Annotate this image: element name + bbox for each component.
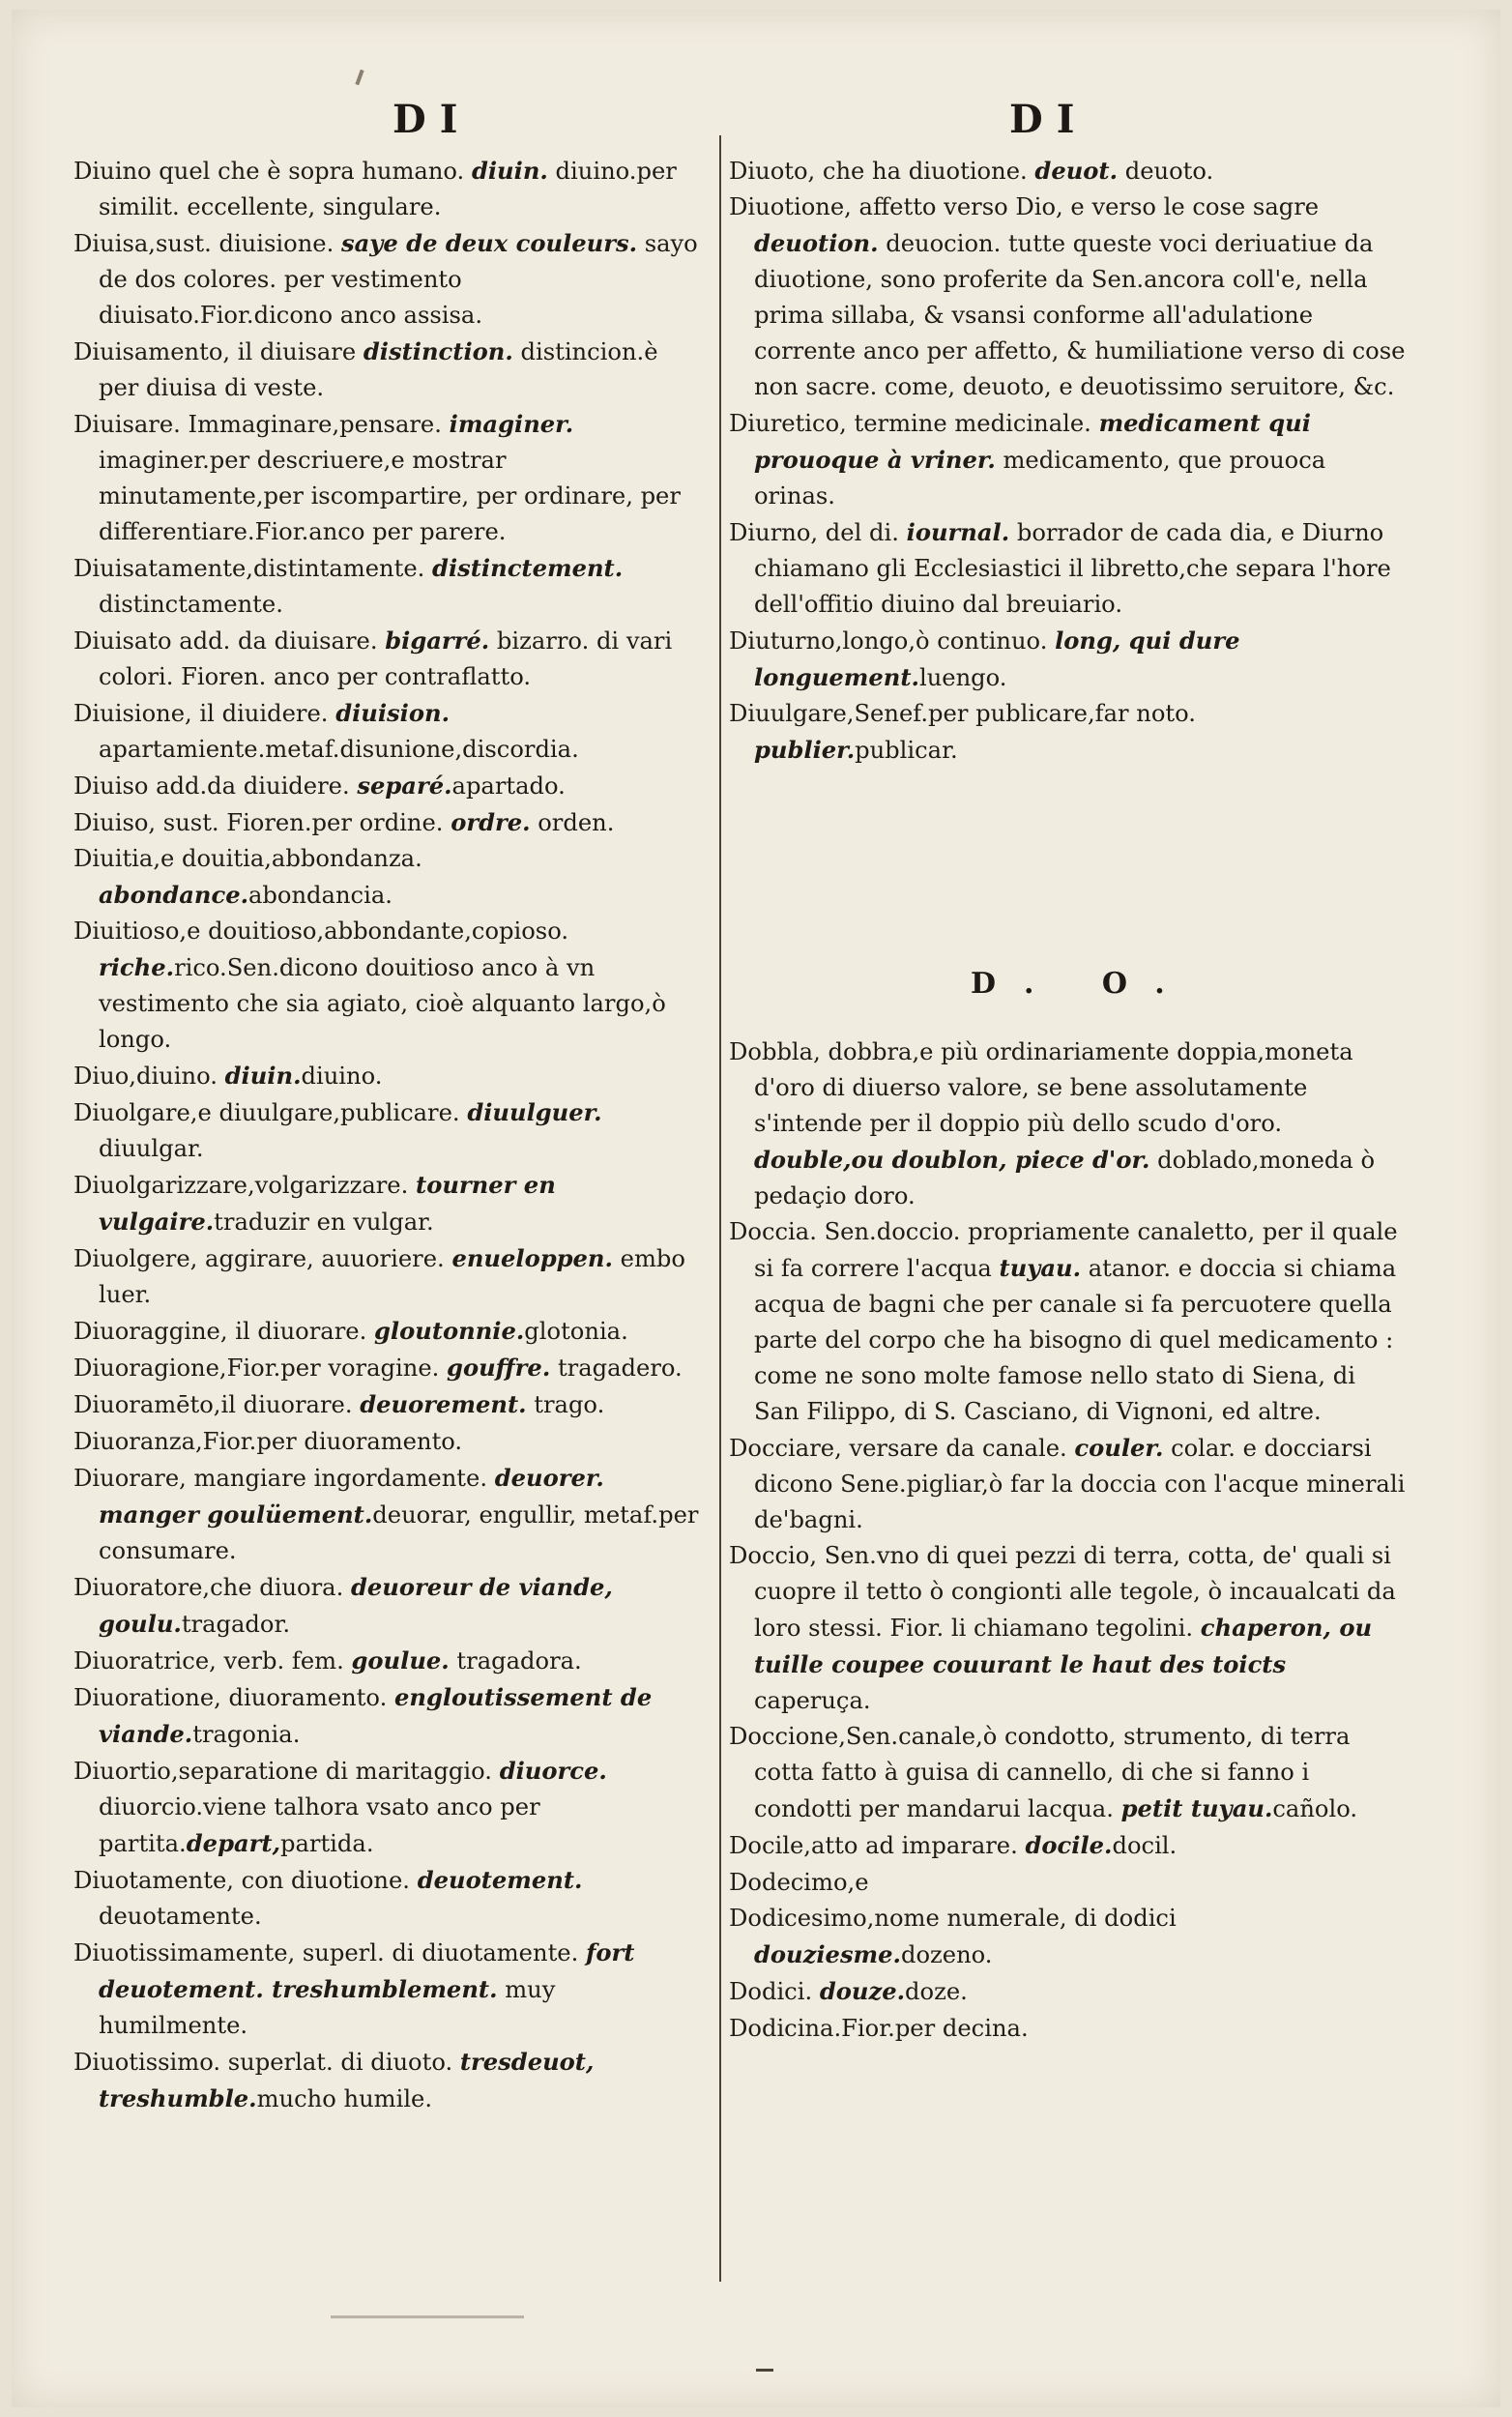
entry-headword: Diuoragione,Fior.per voragine. [73,1354,440,1382]
entry-gloss: diuino. [301,1063,383,1090]
entry-french: enueloppen. [451,1244,613,1272]
entry-headword: Diuretico, termine medicinale. [729,410,1091,437]
right-entry-list-top [729,153,1406,769]
entry-headword: Diuisare. Immaginare,pensare. [73,411,442,438]
dictionary-entry [73,1643,702,1679]
column-rule [719,135,721,2282]
entry-gloss: diuulgar. [99,1135,204,1162]
entry-french: deuoreur de viande, goulu. [99,1573,613,1638]
entry-headword: Diuulgare,Senef.per publicare,far noto. [729,700,1196,727]
dictionary-entry [729,1430,1406,1538]
entry-headword: Docciare, versare da canale. [729,1435,1067,1462]
dictionary-entry [729,514,1406,623]
entry-gloss: tragador. [181,1611,291,1638]
entry-french: depart, [186,1829,280,1857]
left-running-head: DI [393,97,472,142]
entry-french: deuotion. [754,229,879,257]
entry-headword: Diuisa,sust. diuisione. [73,230,334,257]
entry-french: tourner en vulgaire. [99,1171,556,1236]
entry-gloss: partida. [280,1830,374,1857]
entry-french: medicament qui prouoque à vriner. [754,409,1311,474]
dictionary-entry [73,1460,702,1569]
dictionary-entry [73,1423,702,1460]
dictionary-entry [73,1350,702,1386]
entry-french: riche. [99,953,175,981]
entry-french: tuyau. [999,1254,1082,1282]
entry-gloss: distincion.è per diuisa di veste. [99,338,658,401]
print-mark [355,70,363,85]
dictionary-page [12,10,1500,2407]
entry-gloss: colar. e docciarsi dicono Sene.pigliar,ò far la doccia con l'acque minerali de'bagni. [754,1435,1406,1533]
entry-headword: Diuotissimamente, superl. di diuotamente. [73,1939,579,1966]
entry-gloss: diuorcio.viene talhora vsato anco per partita. [99,1793,540,1857]
entry-gloss: doblado,moneda ò pedaçio doro. [754,1147,1376,1209]
entry-headword: Diuisione, il diuidere. [73,700,329,727]
section-heading-do: D. O. [971,967,1194,1001]
dictionary-entry [73,768,702,804]
dictionary-entry [729,405,1406,514]
dictionary-entry [73,334,702,406]
entry-french: ordre. [451,808,531,836]
entry-headword: Dodecimo,e [729,1869,869,1896]
dictionary-entry [729,1719,1406,1827]
entry-french: petit tuyau. [1120,1794,1273,1822]
dictionary-entry [73,406,702,550]
entry-gloss: diuino.per similit. eccellente, singulare. [99,158,677,220]
dictionary-entry [729,1034,1406,1214]
entry-french: saye de deux couleurs. [341,229,637,257]
entry-french: bigarré. [385,626,490,655]
entry-headword: Diuoratrice, verb. fem. [73,1647,344,1674]
entry-gloss: apartado. [451,772,566,800]
dictionary-entry [729,696,1406,769]
dictionary-entry [73,695,702,768]
dictionary-entry [73,804,702,841]
entry-french: deuot. [1034,157,1119,185]
dictionary-entry [729,623,1406,696]
entry-french: double,ou doublon, piece d'or. [754,1146,1150,1174]
entry-gloss: caperuça. [754,1687,871,1714]
entry-french: diuin. [224,1062,302,1090]
entry-french: distinction. [363,337,513,365]
entry-gloss: distinctamente. [99,591,283,618]
entry-gloss: cañolo. [1272,1795,1358,1822]
entry-french: separé. [357,772,452,800]
entry-gloss: publicar. [855,737,958,764]
dictionary-entry [729,1827,1406,1864]
entry-headword: Diuiso, sust. Fioren.per ordine. [73,809,444,836]
entry-headword: Diuisato add. da diuisare. [73,627,378,655]
right-running-head: DI [1009,97,1089,142]
entry-gloss: tragadora. [449,1647,582,1674]
entry-gloss: tragadero. [550,1354,683,1382]
entry-headword: Diuo,diuino. [73,1063,218,1090]
entry-french: goulue. [351,1646,450,1674]
entry-gloss: bizarro. di vari colori. Fioren. anco per contraflatto. [99,627,673,690]
entry-gloss: sayo de dos colores. per vestimento diuisato.Fior.dicono anco assisa. [99,230,698,329]
entry-headword: Diuolgarizzare,volgarizzare. [73,1172,409,1199]
entry-headword: Diuotissimo. superlat. di diuoto. [73,2049,453,2076]
dictionary-entry [729,1864,1406,1901]
entry-french: deuotement. [417,1866,583,1894]
entry-french: publier. [754,736,856,764]
dictionary-entry [73,1569,702,1643]
entry-headword: Diuitia,e douitia,abbondanza. [73,845,422,872]
entry-french: imaginer. [449,410,574,438]
entry-french: gloutonnie. [374,1317,525,1345]
entry-gloss: deuocion. tutte queste voci deriuatiue da diuotione, sono proferite da Sen.ancora coll'e, nella prima sillaba, & vsansi conforme all'adulatione corrente anco per affetto, & humiliatione verso di cose non sacre. come, deuoto, e deuotissimo seruitore, &c. [754,230,1406,400]
entry-headword: Diuolgare,e diuulgare,publicare. [73,1099,460,1126]
entry-french: fort deuotement. treshumblement. [99,1938,635,2003]
entry-headword: Docile,atto ad imparare. [729,1832,1018,1859]
entry-gloss: glotonia. [524,1318,628,1345]
dictionary-entry [73,153,702,225]
entry-french: couler. [1074,1434,1164,1462]
right-entry-list-bottom [729,1034,1406,2047]
entry-headword: Diuotamente, con diuotione. [73,1867,410,1894]
entry-french: diuulguer. [467,1098,602,1126]
entry-gloss: traduzir en vulgar. [214,1208,434,1236]
entry-gloss: doze. [905,1978,968,2005]
entry-gloss: docil. [1112,1832,1178,1859]
entry-gloss: deuorar, engullir, metaf.per consumare. [99,1501,699,1564]
entry-headword: Diuolgere, aggirare, auuoriere. [73,1245,445,1272]
entry-gloss: deuoto. [1118,158,1214,185]
dictionary-entry [73,225,702,334]
entry-headword: Diuotione, affetto verso Dio, e verso le cose sagre [729,193,1320,220]
entry-french: docile. [1025,1831,1113,1859]
entry-french: long, qui dure longuement. [754,626,1240,691]
dictionary-entry [729,1214,1406,1430]
entry-headword: Doccione,Sen.canale,ò condotto, strumento, di terra cotta fatto à guisa di cannello, di che si fanno i condotti per mandarui lacqua. [729,1723,1351,1822]
dictionary-entry [73,841,702,914]
dictionary-entry [73,1313,702,1350]
dictionary-entry [73,914,702,1058]
left-entry-list [73,153,702,2117]
entry-gloss: dozeno. [900,1941,993,1968]
entry-headword: Diuoramēto,il diuorare. [73,1391,353,1418]
entry-french: iournal. [906,518,1010,546]
entry-french: douziesme. [754,1940,901,1968]
entry-french: tresdeuot, treshumble. [99,2048,595,2112]
dictionary-entry [729,189,1406,405]
entry-headword: Diuisamento, il diuisare [73,338,357,365]
dictionary-entry [73,623,702,695]
dictionary-entry [73,550,702,623]
dictionary-entry [73,1240,702,1313]
dictionary-entry [73,2044,702,2117]
dictionary-entry [73,1753,702,1862]
entry-headword: Diuoto, che ha diuotione. [729,158,1028,185]
entry-french: douze. [819,1977,906,2005]
entry-gloss: rico.Sen.dicono douitioso anco à vn vestimento che sia agiato, cioè alquanto largo,ò longo. [99,954,666,1053]
entry-headword: Diuoratore,che diuora. [73,1574,344,1601]
entry-headword: Dodici. [729,1978,813,2005]
entry-french: deuorement. [360,1390,527,1418]
entry-gloss: deuotamente. [99,1903,262,1930]
entry-french: gouffre. [447,1354,551,1382]
entry-headword: Diuoratione, diuoramento. [73,1684,388,1711]
entry-gloss: trago. [526,1391,605,1418]
page-mark [756,2369,773,2372]
dictionary-entry [73,1386,702,1423]
entry-gloss: abondancia. [248,882,393,909]
entry-french: distinctement. [432,554,624,582]
entry-gloss: borrador de cada dia, e Diurno chiamano gli Ecclesiastici il libretto,che separa l'hore dell'offitio diuino dal breuiario. [754,519,1391,618]
entry-headword: Diuino quel che è sopra humano. [73,158,465,185]
dictionary-entry [73,1167,702,1240]
dictionary-entry [73,1862,702,1935]
dictionary-entry [729,153,1406,189]
entry-headword: Diuorare, mangiare ingordamente. [73,1465,488,1492]
dictionary-entry [729,2010,1406,2047]
entry-gloss: apartamiente.metaf.disunione,discordia. [99,736,579,763]
entry-gloss: atanor. e doccia si chiama acqua de bagni che per canale si fa percuotere quella parte del corpo che ha bisogno di quel medicamento : come ne sono molte famose nello stato di Siena, di San Filippo, di S. Casciano, di Vignoni, ed altre. [754,1255,1397,1425]
entry-headword: Diurno, del di. [729,519,899,546]
dictionary-entry [729,1973,1406,2010]
ink-smudge [331,2315,524,2318]
entry-gloss: embo luer. [99,1245,685,1308]
entry-gloss: medicamento, que prouoca orinas. [754,447,1326,510]
entry-french: chaperon, ou tuille coupee couurant le haut des toicts [754,1614,1373,1678]
dictionary-entry [729,1901,1406,1973]
entry-french: deuorer. manger goulüement. [99,1464,604,1529]
entry-gloss: imaginer.per descriuere,e mostrar minutamente,per iscompartire, per ordinare, per differentiare.Fior.anco per parere. [99,447,681,545]
entry-headword: Diuoraggine, il diuorare. [73,1318,367,1345]
entry-headword: Dodicesimo,nome numerale, di dodici [729,1905,1177,1932]
entry-headword: Diuisatamente,distintamente. [73,555,425,582]
entry-headword: Diuortio,separatione di maritaggio. [73,1758,492,1785]
dictionary-entry [729,1538,1406,1719]
entry-headword: Doccia. Sen.doccio. propriamente canaletto, per il quale si fa correre l'acqua [729,1218,1398,1282]
entry-gloss: tragonia. [192,1721,301,1748]
entry-gloss: orden. [530,809,615,836]
entry-headword: Doccio, Sen.vno di quei pezzi di terra, cotta, de' quali si cuopre il tetto ò congionti alle tegole, ò incaualcati da loro stessi. Fior. li chiamano tegolini. [729,1542,1396,1642]
entry-french: engloutissement de viande. [99,1683,653,1748]
entry-gloss: luengo. [918,664,1007,691]
entry-french: diuorce. [499,1757,607,1785]
dictionary-entry [73,1094,702,1167]
dictionary-entry [73,1058,702,1094]
entry-french: diuin. [471,157,548,185]
entry-headword: Dobbla, dobbra,e più ordinariamente doppia,moneta d'oro di diuerso valore, se bene assolutamente s'intende per il doppio più dello scudo d'oro. [729,1038,1353,1137]
entry-headword: Diuturno,longo,ò continuo. [729,627,1048,655]
entry-headword: Diuitioso,e douitioso,abbondante,copioso. [73,917,569,945]
entry-headword: Dodicina.Fior.per decina. [729,2015,1029,2042]
entry-french: abondance. [99,881,249,909]
entry-headword: Diuiso add.da diuidere. [73,772,350,800]
entry-french: diuision. [335,699,451,727]
entry-headword: Diuoranza,Fior.per diuoramento. [73,1428,463,1455]
dictionary-entry [73,1679,702,1753]
entry-gloss: muy humilmente. [99,1976,556,2039]
entry-gloss: mucho humile. [256,2085,433,2112]
dictionary-entry [73,1935,702,2044]
